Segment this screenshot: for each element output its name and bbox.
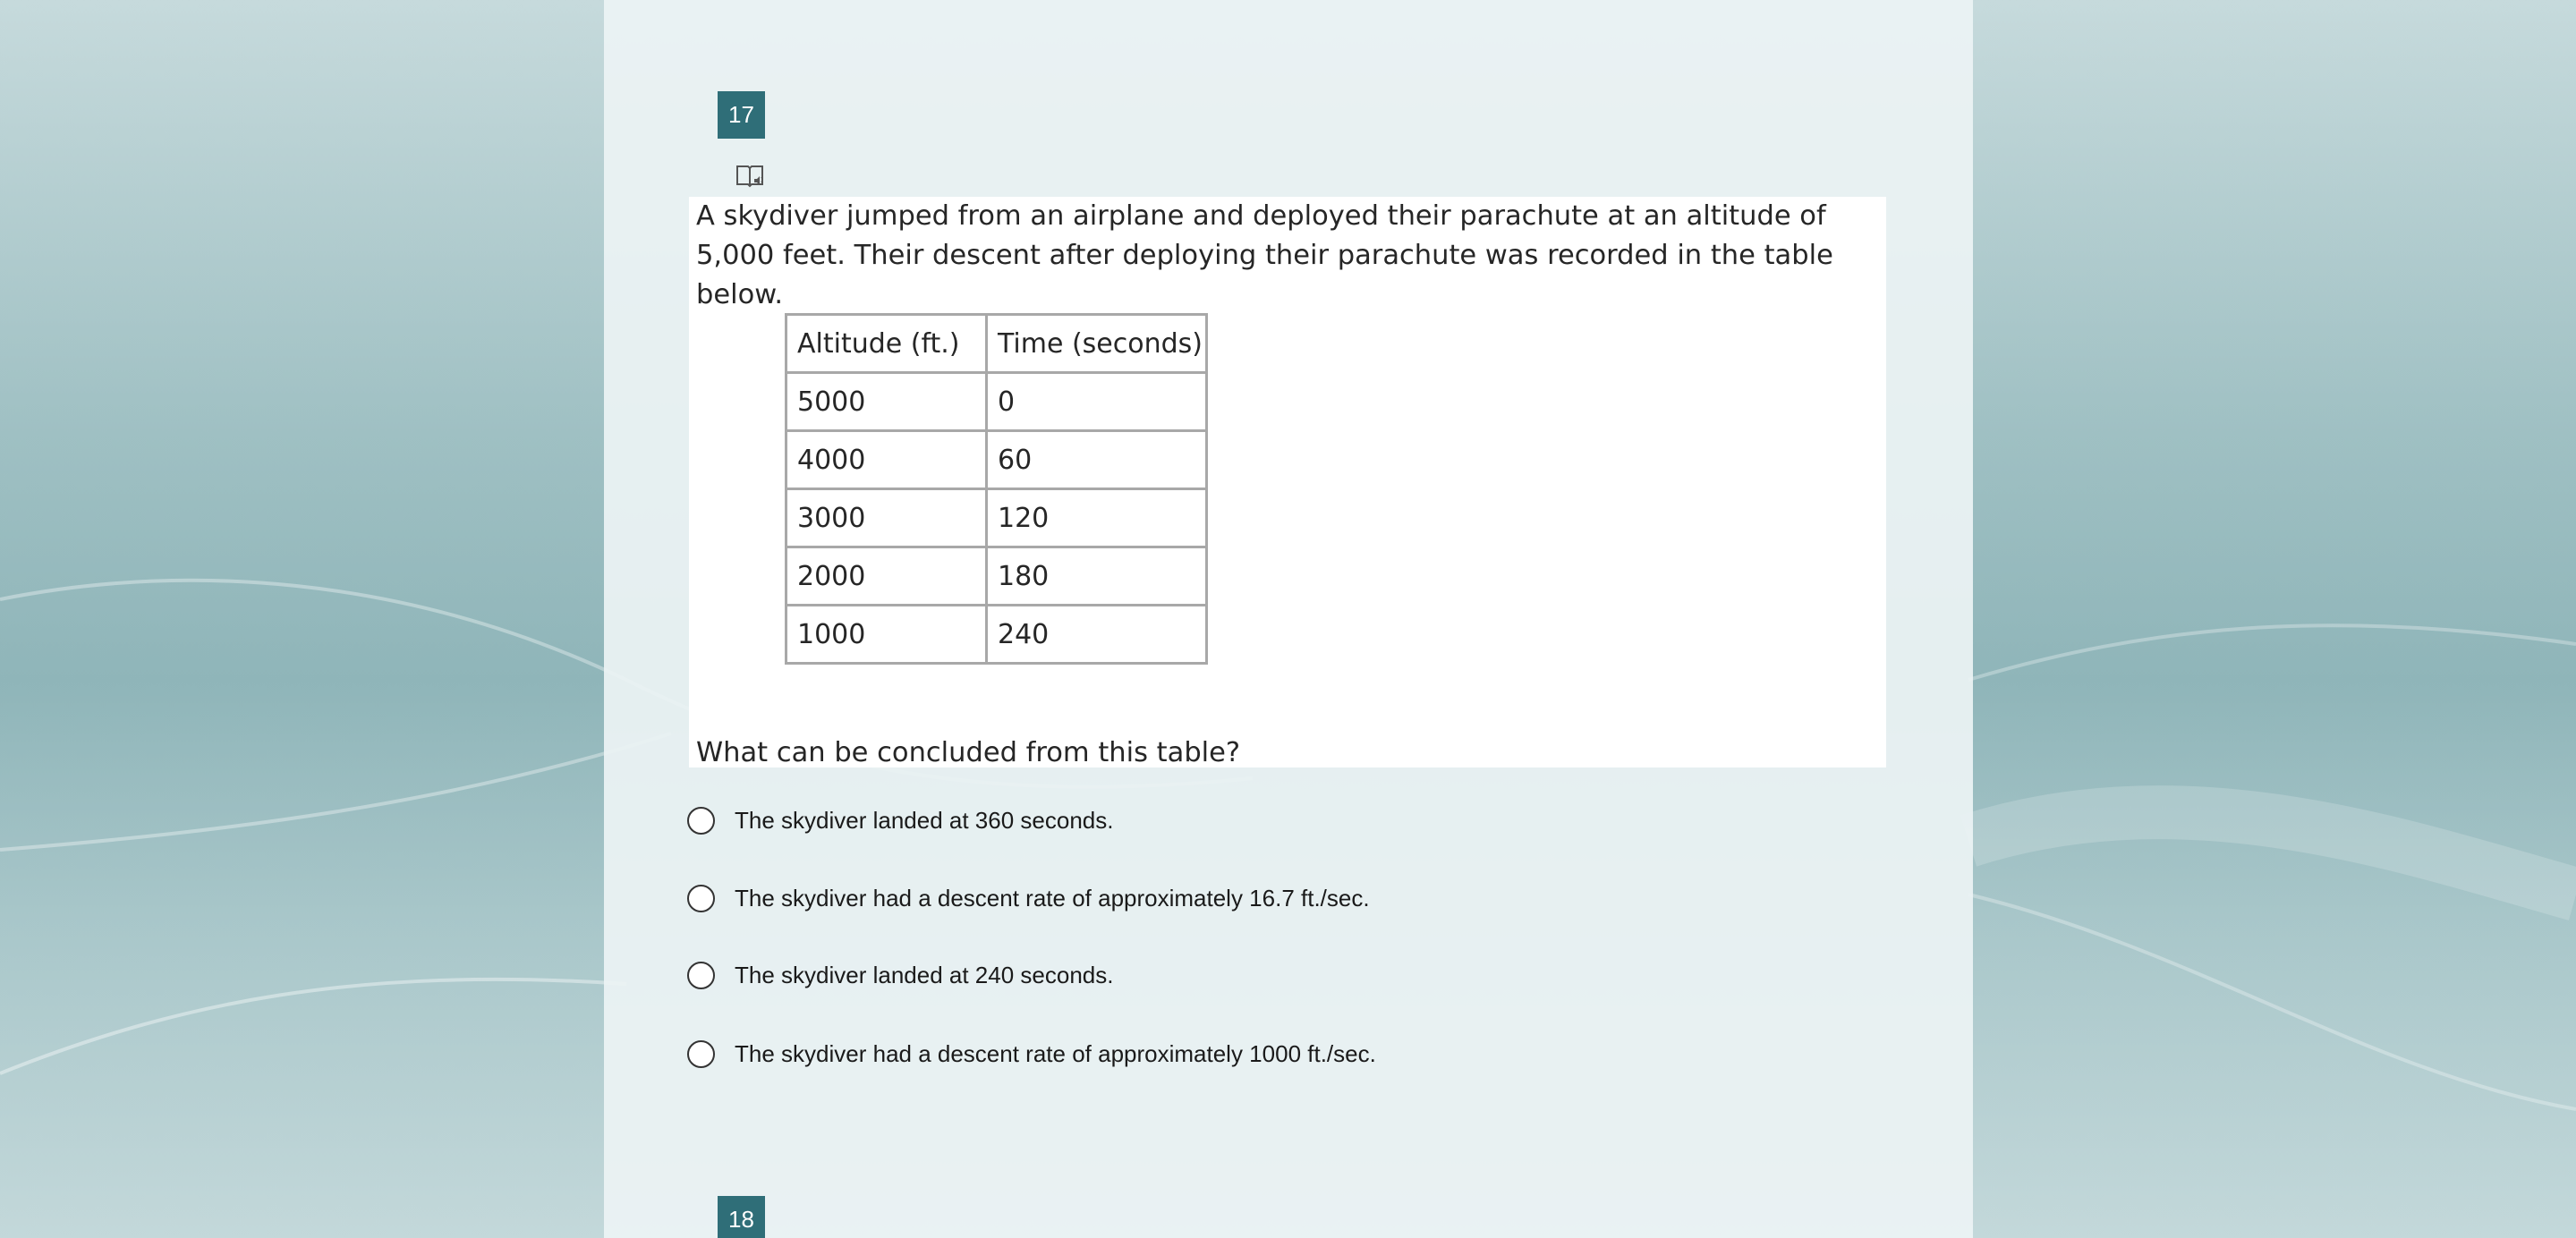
question-stem [689,197,1886,767]
radio-button[interactable] [687,962,715,989]
time-cell: 180 [987,547,1207,606]
altitude-cell: 3000 [786,489,987,547]
table-row [786,489,1207,547]
table-row [786,373,1207,431]
text-to-speech-icon[interactable] [735,164,766,191]
time-cell: 0 [987,373,1207,431]
table-header-row [786,315,1207,373]
column-header-altitude: Altitude (ft.) [786,315,987,373]
radio-button[interactable] [687,885,715,912]
altitude-cell: 5000 [786,373,987,431]
answer-option-label: The skydiver landed at 360 seconds. [735,806,1114,834]
time-cell: 240 [987,606,1207,664]
table-row [786,547,1207,606]
radio-button[interactable] [687,1040,715,1068]
data-table [785,313,1208,665]
answer-option-a[interactable] [687,802,1113,838]
altitude-cell: 1000 [786,606,987,664]
next-question-number-badge: 18 [718,1196,765,1238]
altitude-cell: 4000 [786,431,987,489]
table-row [786,431,1207,489]
radio-button[interactable] [687,807,715,835]
altitude-cell: 2000 [786,547,987,606]
answer-option-c[interactable] [687,957,1113,993]
answer-option-label: The skydiver had a descent rate of approximately 1000 ft./sec. [735,1039,1376,1067]
answer-option-label: The skydiver had a descent rate of approximately 16.7 ft./sec. [735,884,1370,912]
answer-option-b[interactable] [687,880,1370,916]
time-cell: 60 [987,431,1207,489]
stem-text: A skydiver jumped from an airplane and deployed their parachute at an altitude of 5,000 feet. Their descent after deploying their parachute was recorded in the table below. [696,200,1833,310]
table-row [786,606,1207,664]
question-number-badge: 17 [718,91,765,139]
answer-option-d[interactable] [687,1036,1376,1072]
time-cell: 120 [987,489,1207,547]
answer-option-label: The skydiver landed at 240 seconds. [735,961,1114,988]
question-prompt: What can be concluded from this table? [696,737,1241,768]
column-header-time: Time (seconds) [987,315,1207,373]
